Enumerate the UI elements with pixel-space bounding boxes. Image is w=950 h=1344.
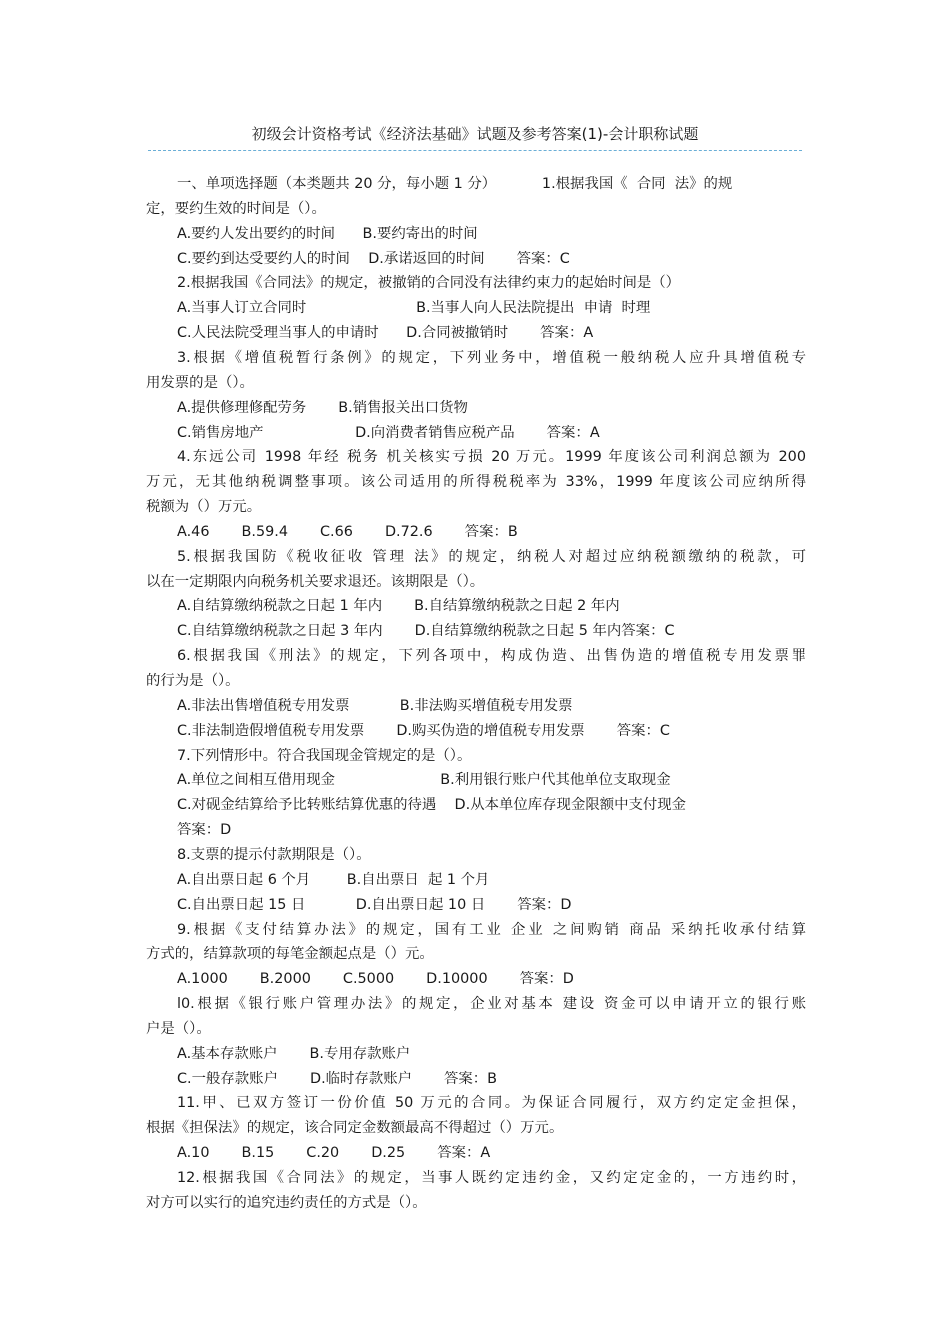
text-line: A.基本存款账户 B.专用存款账户	[177, 1045, 411, 1062]
text-line: A.自结算缴纳税款之日起 1 年内 B.自结算缴纳税款之日起 2 年内	[177, 598, 620, 615]
text-line: 用发票的是（）。	[146, 374, 254, 391]
document-title: 初级会计资格考试《经济法基础》试题及参考答案(1)-会计职称试题	[251, 125, 699, 143]
text-line: C.销售房地产 D.向消费者销售应税产品 答案：A	[177, 424, 600, 441]
text-line: C.自结算缴纳税款之日起 3 年内 D.自结算缴纳税款之日起 5 年内答案：C	[177, 623, 675, 640]
text-line: 以在一定期限内向税务机关要求退还。该期限是（）。	[146, 573, 485, 590]
text-line: A.单位之间相互借用现金 B.利用银行账户代其他单位支取现金	[177, 772, 671, 789]
text-line: 4.东远公司 1998 年经 税务 机关核实亏损 20 万元。1999 年度该公司利润总额为 200	[177, 449, 806, 466]
text-line: 9.根据《支付结算办法》的规定，国有工业 企业 之间购销 商品 采纳托收承付结算	[177, 921, 806, 938]
text-line: C.人民法院受理当事人的申请时 D.合同被撤销时 答案：A	[177, 325, 594, 342]
text-line: 5.根据我国防《税收征收 管理 法》的规定，纳税人对超过应纳税额缴纳的税款，可	[177, 548, 806, 565]
text-line: A.当事人订立合同时 B.当事人向人民法院提出 申请 时理	[177, 300, 651, 317]
text-line: 方式的，结算款项的每笔金额起点是（）元。	[146, 946, 434, 963]
text-line: A.46 B.59.4 C.66 D.72.6 答案：B	[177, 523, 518, 540]
text-line: A.要约人发出要约的时间 B.要约寄出的时间	[177, 225, 478, 242]
text-line: 税额为（）万元。	[146, 499, 262, 516]
text-line: C.要约到达受要约人的时间 D.承诺返回的时间 答案：C	[177, 250, 570, 267]
text-line: A.自出票日起 6 个月 B.自出票日 起 1 个月	[177, 871, 490, 888]
text-line: C.一般存款账户 D.临时存款账户 答案：B	[177, 1070, 498, 1087]
text-line: 11.甲、已双方签订一份价值 50 万元的合同。为保证合同履行，双方约定定金担保，	[177, 1095, 806, 1112]
text-line: 6.根据我国《刑法》的规定，下列各项中，构成伪造、出售伪造的增值税专用发票罪	[177, 648, 806, 665]
text-line: A.10 B.15 C.20 D.25 答案：A	[177, 1145, 491, 1162]
text-line: 万元，无其他纳税调整事项。该公司适用的所得税税率为 33%，1999 年度该公司应纳所得	[146, 474, 806, 491]
text-line: 2.根据我国《合同法》的规定，被撤销的合同没有法律约束力的起始时间是（）	[177, 275, 681, 292]
text-line: 7.下列情形中。符合我国现金管规定的是（）。	[177, 747, 472, 764]
text-line: 12.根据我国《合同法》的规定，当事人既约定违约金，又约定定金的，一方违约时，	[177, 1170, 806, 1186]
text-line: C.对砚金结算给予比转账结算优惠的待遇 D.从本单位库存现金限额中支付现金	[177, 797, 687, 814]
text-line: A.1000 B.2000 C.5000 D.10000 答案：D	[177, 971, 574, 988]
text-line: 一、单项选择题（本类题共 20 分，每小题 1 分） 1.根据我国《 合同 法》的规	[177, 176, 733, 192]
text-line: 户是（）。	[146, 1020, 211, 1037]
text-line: 3.根据《增值税暂行条例》的规定，下列业务中，增值税一般纳税人应升具增值税专	[177, 349, 806, 366]
text-line: 的行为是（）。	[146, 673, 240, 689]
text-line: C.非法制造假增值税专用发票 D.购买伪造的增值税专用发票 答案：C	[177, 722, 670, 739]
text-line: 8.支票的提示付款期限是（）。	[177, 846, 371, 863]
text-line: C.自出票日起 15 日 D.自出票日起 10 日 答案：D	[177, 896, 572, 913]
text-line: 定，要约生效的时间是（）。	[146, 200, 326, 217]
text-line: 答案：D	[177, 822, 232, 839]
text-line: A.非法出售增值税专用发票 B.非法购买增值税专用发票	[177, 697, 573, 714]
text-line: A.提供修理修配劳务 B.销售报关出口货物	[177, 399, 468, 416]
text-line: 根据《担保法》的规定，该合同定金数额最高不得超过（）万元。	[146, 1120, 564, 1137]
text-line: 对方可以实行的追究违约责任的方式是（）。	[146, 1194, 427, 1211]
dashed-divider	[148, 150, 802, 151]
text-line: l0.根据《银行账户管理办法》的规定，企业对基本 建设 资金可以申请开立的银行账	[177, 996, 806, 1013]
